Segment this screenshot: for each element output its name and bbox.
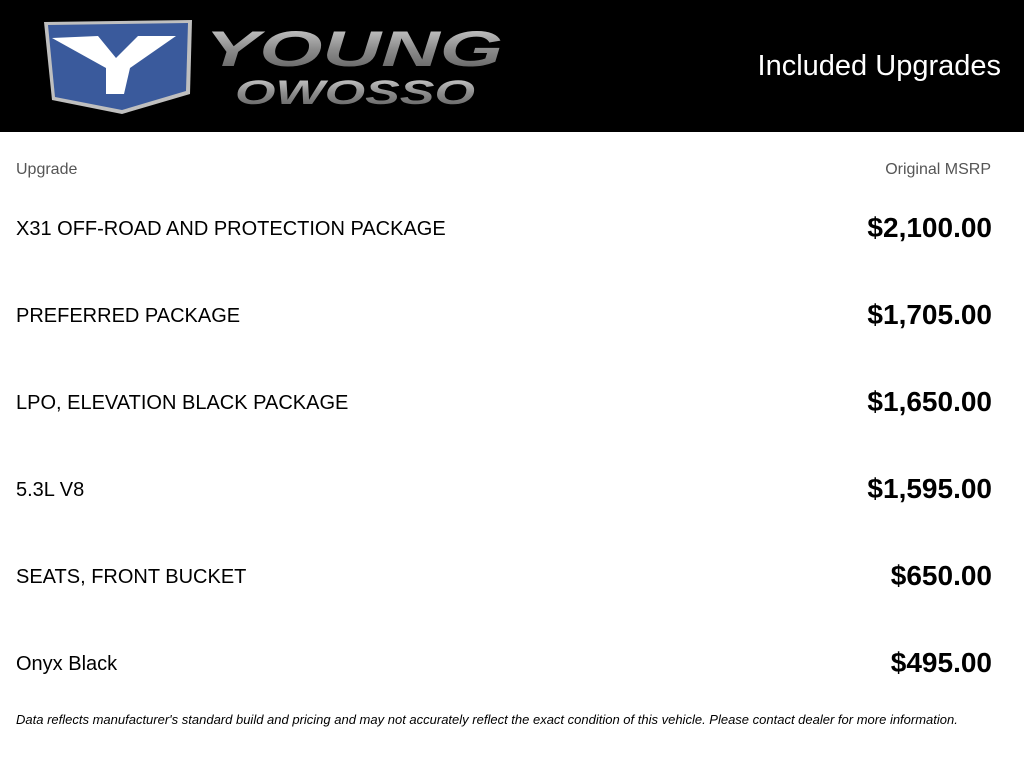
- upgrade-price: $1,650.00: [867, 386, 992, 417]
- upgrade-name: LPO, ELEVATION BLACK PACKAGE: [16, 392, 349, 414]
- page-title: Included Upgrades: [757, 50, 1001, 82]
- upgrade-name: Onyx Black: [16, 653, 118, 675]
- upgrade-price: $650.00: [890, 560, 992, 591]
- list-item: [16, 272, 992, 359]
- logo-brand-top: YOUNG: [205, 21, 503, 77]
- header: [0, 0, 1024, 132]
- upgrade-name: PREFERRED PACKAGE: [16, 305, 241, 327]
- list-item: [16, 359, 992, 446]
- upgrade-price: $495.00: [890, 647, 992, 678]
- logo-brand-bottom: OWOSSO: [235, 74, 475, 112]
- list-item: [16, 446, 992, 533]
- list-item: [16, 533, 992, 620]
- list-item: [16, 185, 992, 272]
- upgrade-price: $1,595.00: [867, 473, 992, 504]
- disclaimer-text: Data reflects manufacturer's standard build and pricing and may not accurately reflect the exact condition of this vehicle. Please contact dealer for more information.: [16, 712, 958, 727]
- column-header-upgrade: Upgrade: [16, 161, 78, 178]
- list-item: [16, 620, 992, 707]
- upgrade-price: $1,705.00: [867, 299, 992, 330]
- upgrades-list: [16, 185, 992, 707]
- dealer-logo: [40, 16, 510, 120]
- column-header-msrp: Original MSRP: [885, 161, 991, 178]
- upgrade-name: X31 OFF-ROAD AND PROTECTION PACKAGE: [16, 218, 446, 240]
- upgrade-name: 5.3L V8: [16, 479, 85, 501]
- upgrade-name: SEATS, FRONT BUCKET: [16, 566, 247, 588]
- upgrade-price: $2,100.00: [867, 212, 992, 243]
